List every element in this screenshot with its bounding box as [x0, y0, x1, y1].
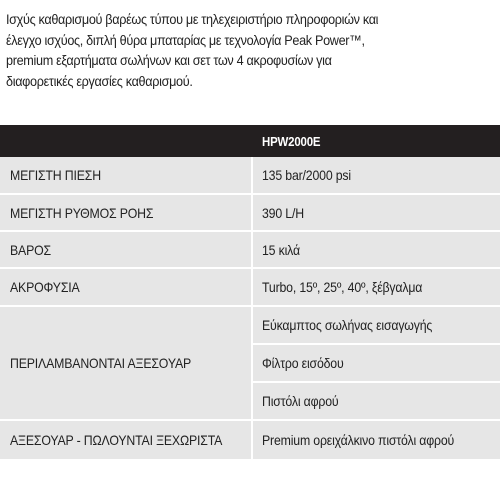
description-line: premium εξαρτήματα σωλήνων και σετ των 4 ακροφυσίων για	[6, 53, 332, 68]
table-row	[0, 157, 500, 194]
table-row	[0, 306, 500, 344]
accessory-value-cell	[252, 382, 500, 420]
spec-value: 135 bar/2000 psi	[262, 167, 351, 183]
optional-accessory-value: Premium ορειχάλκινο πιστόλι αφρού	[262, 432, 455, 448]
spec-label-cell	[0, 231, 252, 268]
spec-label-cell	[0, 194, 252, 231]
spec-value-cell	[252, 194, 500, 231]
spec-label-cell	[0, 157, 252, 194]
table-header-row	[0, 125, 500, 157]
spec-value: Turbo, 15º, 25º, 40º, ξέβγαλμα	[262, 279, 423, 295]
spec-value-cell	[252, 231, 500, 268]
product-description	[6, 10, 452, 92]
accessory-value: Εύκαμπτος σωλήνας εισαγωγής	[262, 317, 433, 333]
header-model-cell	[252, 125, 500, 157]
spec-value-cell	[252, 157, 500, 194]
optional-accessories-label: ΑΞΕΣΟΥΑΡ - ΠΩΛΟΥΝΤΑΙ ΞΕΧΩΡΙΣΤΑ	[10, 432, 223, 448]
spec-label: ΒΑΡΟΣ	[10, 241, 51, 258]
model-name: HPW2000E	[262, 133, 321, 149]
table-row	[0, 420, 500, 459]
spec-label: ΑΚΡΟΦΥΣΙΑ	[10, 279, 80, 295]
specifications-table	[0, 125, 500, 459]
description-line: έλεγχο ισχύος, διπλή θύρα μπαταρίας με τεχνολογία Peak Power™,	[6, 32, 365, 48]
accessory-value: Πιστόλι αφρού	[262, 393, 339, 409]
spec-label: ΜΕΓΙΣΤΗ ΡΥΘΜΟΣ ΡΟΗΣ	[10, 204, 154, 221]
spec-value: 390 L/H	[262, 204, 304, 221]
header-label-cell	[0, 125, 252, 157]
accessories-label-cell	[0, 306, 252, 420]
accessory-value-cell	[252, 344, 500, 382]
description-line: διαφορετικές εργασίες καθαρισμού.	[6, 73, 193, 89]
spec-value-cell	[252, 268, 500, 306]
accessory-value: Φίλτρο εισόδου	[262, 355, 344, 371]
accessories-label: ΠΕΡΙΛΑΜΒΑΝΟΝΤΑΙ ΑΞΕΣΟΥΑΡ	[10, 355, 192, 371]
description-line: Ισχύς καθαρισμού βαρέως τύπου με τηλεχειριστήριο πληροφοριών και	[6, 12, 379, 27]
optional-label-cell	[0, 420, 252, 459]
spec-label-cell	[0, 268, 252, 306]
spec-value: 15 κιλά	[262, 241, 300, 258]
optional-value-cell	[252, 420, 500, 459]
table-row	[0, 231, 500, 268]
table-row	[0, 194, 500, 231]
spec-label: ΜΕΓΙΣΤΗ ΠΙΕΣΗ	[10, 167, 101, 183]
table-row	[0, 268, 500, 306]
accessory-value-cell	[252, 306, 500, 344]
